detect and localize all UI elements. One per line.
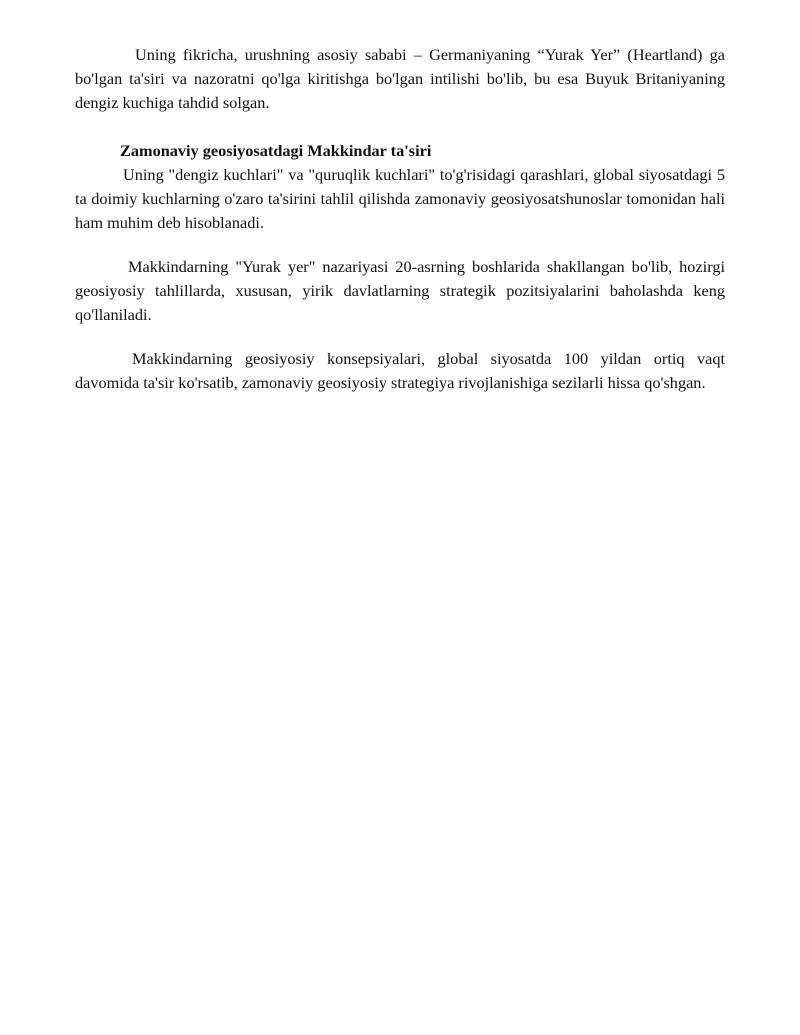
paragraph-geopolitical-concepts: Makkindarning geosiyosiy konsepsiyalari, global siyosatda 100 yildan ortiq vaqt davomida ta'sir ko'rsatib, zamonaviy geosiyosiy strategiya rivojlanishiga sezilarli hissa qo'shgan. — [75, 349, 725, 392]
paragraph-heartland-cause: Uning fikricha, urushning asosiy sababi – Germaniyaning “Yurak Yer” (Heartland) ga bo'lgan ta'siri va nazoratni qo'lga kiritishga bo'lgan intilishi bo'lib, bu esa Buyuk Britaniyaning dengiz kuchiga tahdid solgan. — [75, 45, 725, 112]
section-heading: Zamonaviy geosiyosatdagi Makkindar ta'siri — [120, 141, 432, 160]
paragraph-heartland-theory: Makkindarning "Yurak yer" nazariyasi 20-asrning boshlarida shakllangan bo'lib, hozirgi geosiyosiy tahlillarda, xususan, yirik davlatlarning strategik pozitsiyalarini baholashda keng qo'llaniladi. — [75, 257, 725, 324]
paragraph-sea-land-powers: Uning "dengiz kuchlari" va "quruqlik kuchlari" to'g'risidagi qarashlari, global siyosatdagi 5 ta doimiy kuchlarning o'zaro ta'sirini tahlil qilishda zamonaviy geosiyosatshunoslar tomonidan hali ham muhim deb hisoblanadi. — [75, 165, 725, 232]
document-body — [75, 43, 725, 395]
